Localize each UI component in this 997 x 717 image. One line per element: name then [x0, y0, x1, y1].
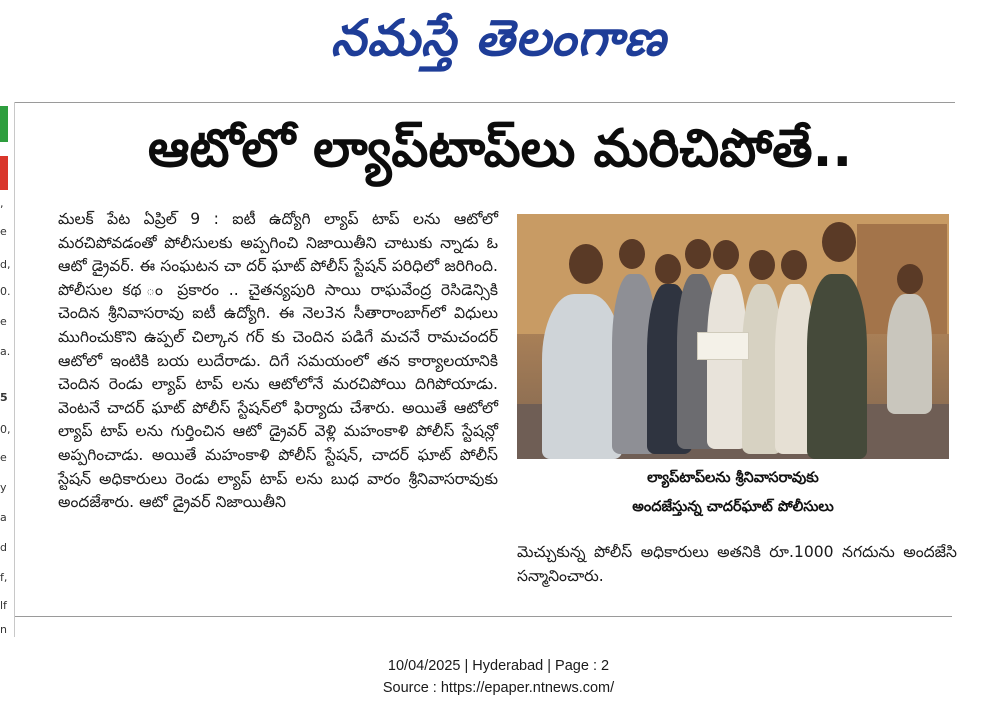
footer-date-location: 10/04/2025 | Hyderabad | Page : 2: [387, 658, 610, 674]
footer-source: Source : https://epaper.ntnews.com/: [382, 680, 615, 696]
page-footer: [0, 655, 997, 699]
photo-caption: [517, 464, 949, 522]
article-body-right: మెచ్చుకున్న పోలీస్ అధికారులు అతనికి రూ.1000 నగదును అందజేసి సన్మానించారు.: [517, 543, 957, 585]
top-divider: [15, 102, 955, 103]
caption-line-1: ల్యాప్‌టాప్‌లను శ్రీనివాసరావుకు: [647, 470, 819, 486]
news-photo: [517, 214, 949, 459]
green-edge-bar: [0, 106, 8, 142]
edge-fragment: lf: [0, 599, 7, 612]
newspaper-masthead: నమస్తే తెలంగాణ: [330, 9, 667, 67]
edge-fragment: d: [0, 541, 7, 554]
person-figure: [807, 274, 867, 459]
edge-fragment: n: [0, 623, 7, 636]
edge-fragment: 0,: [0, 423, 11, 436]
edge-fragment: a.: [0, 345, 11, 358]
police-officer-figure: [542, 294, 622, 459]
person-figure: [707, 274, 747, 449]
edge-fragment: e: [0, 451, 7, 464]
edge-fragment: ,: [0, 197, 4, 210]
caption-line-2: అందజేస్తున్న చాదర్‌ఘాట్ పోలీసులు: [632, 499, 834, 515]
edge-fragment: f,: [0, 571, 8, 584]
edge-fragment: 5: [0, 391, 8, 404]
article-headline: ఆటోలో ల్యాప్‌టాప్‌లు మరిచిపోతే..: [147, 119, 853, 179]
edge-fragment: y: [0, 481, 7, 494]
edge-fragment: 0.: [0, 285, 11, 298]
laptop-bag-handover: [697, 332, 749, 360]
edge-fragment: e: [0, 225, 7, 238]
article-body-left: మలక్ పేట ఏప్రిల్ 9 : ఐటీ ఉద్యోగి ల్యాప్ టాప్ లను ఆటోలో మరచిపోవడంతో పోలీసులకు అప్పగించి నిజాయితీని చాటుకు న్నాడు ఓ ఆటో డ్రైవర్. ఈ సంఘటన చా దర్ ఘాట్ పోలీస్ స్టేషన్ పరిధిలో జరిగింది. పోలీసుల కథ ం ప్రకారం .. చైతన్యపురి సాయి రాఘవేంద్ర రెసిడెన్సికి చెందిన శ్రీనివాసరావు ఐటీ ఉద్యోగి. ఈ నెల3న సీతారాంబాగ్‌లో విధులు ముగించుకొని ఉప్పల్ చిల్కాన గర్ కు చెందిన పడిగే మచనే రామచందర్ ఆటోలో ఇంటికి బయ లుదేరాడు. దిగే సమయంలో తన కార్యాలయానికి చెందిన రెండు ల్యాప్ టాప్ లను ఆటోలోనే మరచిపోయి దిగిపోయాడు. వెంటనే చాదర్ ఘాట్ పోలీస్ స్టేషన్‌లో ఫిర్యాదు చేశారు. అయితే ఆటోలో ల్యాప్ టాప్ లను గుర్తించిన ఆటో డ్రైవర్ వెళ్లి మహంకాళి పోలీస్ స్టేషన్లో అప్పగించాడు. అయితే మహంకాళి పోలీస్ స్టేషన్, చాదర్ ఘాట్ పోలీస్ స్టేషన్ అధికారులు రెండు ల్యాప్ టాప్ లను బుధ వారం శ్రీనివాసరావుకు అందజేశారు. ఆటో డ్రైవర్ నిజాయితీని: [58, 210, 498, 512]
edge-fragment: e: [0, 315, 7, 328]
red-edge-bar: [0, 156, 8, 190]
edge-fragment: a: [0, 511, 7, 524]
person-figure: [887, 294, 932, 414]
bottom-divider: [15, 616, 952, 617]
edge-fragment: d,: [0, 258, 11, 271]
left-edge-adjacent-column: [0, 102, 15, 637]
